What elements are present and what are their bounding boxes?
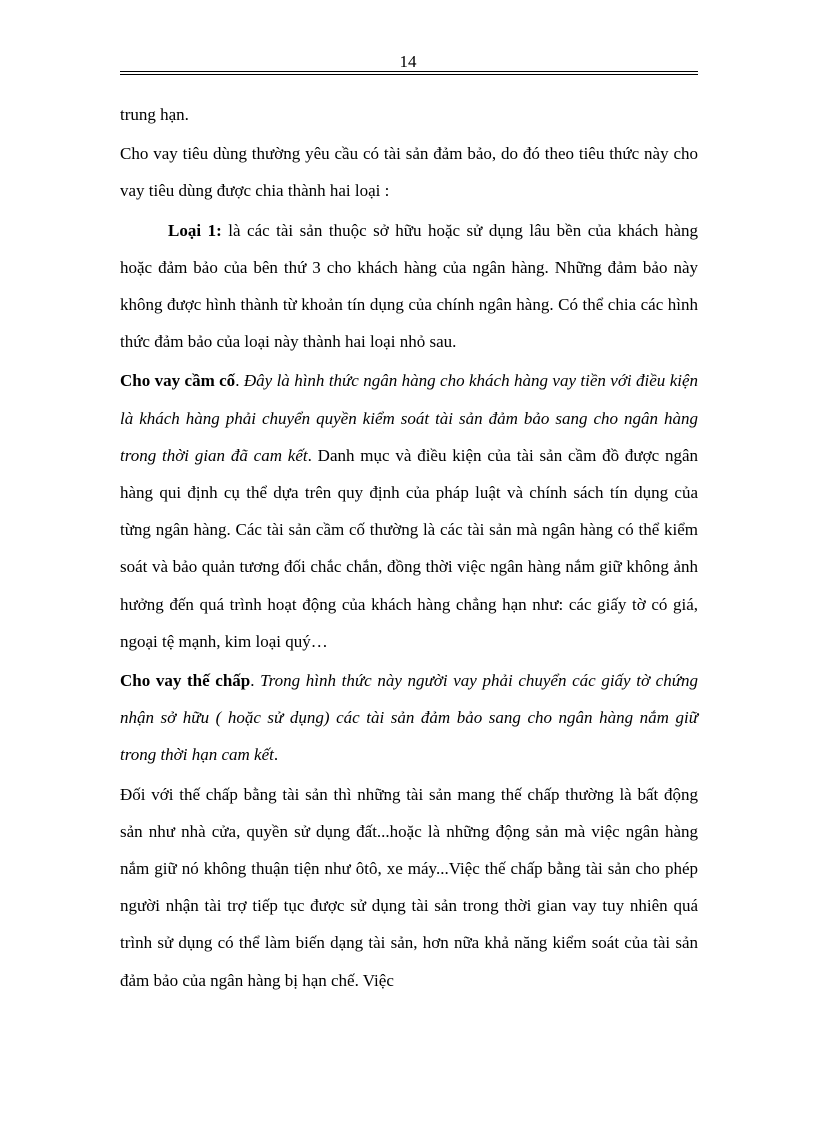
paragraph-continuation: trung hạn.	[120, 105, 189, 124]
mortgage-loan-definition: Trong hình thức này người vay phải chuyển các giấy tờ chứng nhận sở hữu ( hoặc sử dụng) các tài sản đảm bảo sang cho ngân hàng nắm giữ trong thời hạn cam kết	[120, 671, 698, 765]
header-rule-top	[120, 71, 698, 72]
mortgage-loan-end: .	[273, 745, 279, 765]
mortgage-loan-label: Cho vay thế chấp	[120, 671, 251, 691]
document-body	[120, 96, 698, 999]
mortgage-loan-separator: .	[250, 671, 261, 691]
paragraph-mortgage-assets: Đối với thế chấp bằng tài sản thì những tài sản mang thế chấp thường là bất động sản như nhà cửa, quyền sử dụng đất...hoặc là những động sản mà việc ngân hàng nắm giữ nó không thuận tiện như ôtô, xe máy...Việc thế chấp bằng tài sản cho phép người nhận tài trợ tiếp tục được sử dụng tài sản trong thời gian vay tuy nhiên quá trình sử dụng có thể làm biến dạng tài sản, hơn nữa khả năng kiểm soát của tài sản đảm bảo của ngân hàng bị hạn chế. Việc	[120, 784, 698, 990]
type-1-label: Loại 1:	[168, 220, 222, 240]
page-number: 14	[399, 52, 417, 71]
pledge-loan-text: . Danh mục và điều kiện của tài sản cầm đồ được ngân hàng qui định cụ thể dựa trên quy định của pháp luật và chính sách tín dụng của từng ngân hàng. Các tài sản cầm cố thường là các tài sản mà ngân hàng có thể kiểm soát và bảo quản tương đối chắc chắn, đồng thời việc ngân hàng nắm giữ không ảnh hưởng đến quá trình hoạt động của khách hàng chẳng hạn như: các giấy tờ có giá, ngoại tệ mạnh, kim loại quý…	[120, 445, 699, 651]
pledge-loan-definition: Đây là hình thức ngân hàng cho khách hàng vay tiền với điều kiện là khách hàng phải chuyển quyền kiểm soát tài sản đảm bảo sang cho ngân hàng trong thời gian đã cam kết	[120, 371, 699, 465]
paragraph-mortgage-loan	[120, 662, 698, 774]
pledge-loan-label: Cho vay cầm cố	[120, 371, 236, 391]
paragraph-type-1	[120, 212, 698, 361]
paragraph-pledge-loan	[120, 362, 698, 660]
paragraph-intro: Cho vay tiêu dùng thường yêu cầu có tài sản đảm bảo, do đó theo tiêu thức này cho vay tiêu dùng được chia thành hai loại :	[120, 144, 698, 201]
header-rule-bottom	[120, 74, 698, 75]
pledge-loan-separator: .	[235, 371, 244, 391]
type-1-text: là các tài sản thuộc sở hữu hoặc sử dụng lâu bền của khách hàng hoặc đảm bảo của bên thứ 3 cho khách hàng của ngân hàng. Những đảm bảo này không được hình thành từ khoản tín dụng của chính ngân hàng. Có thể chia các hình thức đảm bảo của loại này thành hai loại nhỏ sau.	[120, 220, 698, 352]
